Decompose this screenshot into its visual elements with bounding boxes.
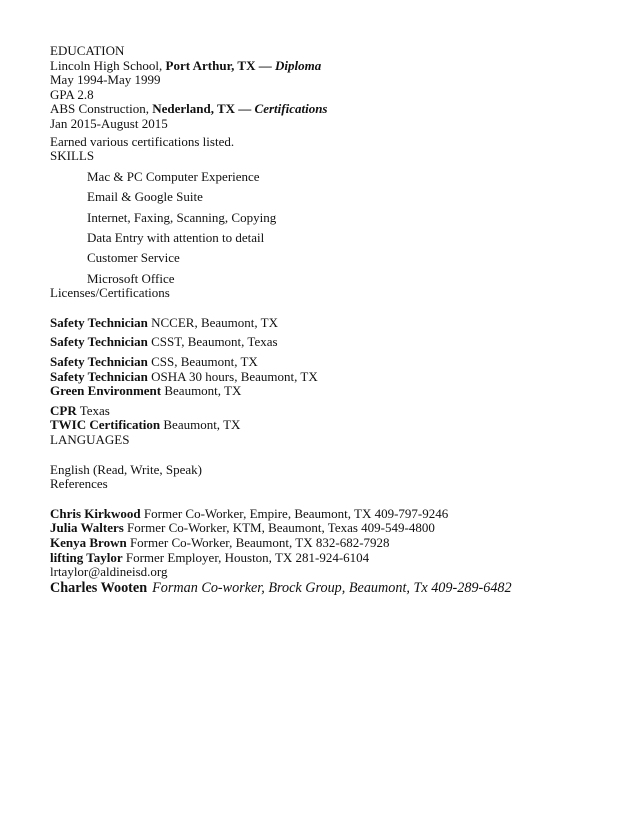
license-detail: Beaumont, TX bbox=[163, 417, 241, 433]
education-entry-1-dates: May 1994-May 1999 bbox=[50, 72, 161, 88]
education-entry-2-dates: Jan 2015-August 2015 bbox=[50, 115, 168, 131]
education-entry-1-gpa: GPA 2.8 bbox=[50, 86, 94, 102]
skill-item: Email & Google Suite bbox=[87, 189, 203, 205]
reference-item-last bbox=[50, 580, 610, 597]
license-title: TWIC Certification bbox=[50, 417, 161, 433]
license-item bbox=[50, 335, 610, 350]
reference-detail: Former Co-Worker, Beaumont, TX 832-682-7928 bbox=[129, 535, 390, 551]
license-detail: Beaumont, TX bbox=[164, 383, 242, 399]
resume-page bbox=[50, 44, 610, 597]
license-title: Safety Technician bbox=[50, 334, 148, 350]
reference-name: Kenya Brown bbox=[50, 535, 127, 551]
license-detail: Texas bbox=[79, 402, 110, 418]
reference-item bbox=[50, 536, 610, 551]
skills-heading: SKILLS bbox=[50, 148, 95, 164]
licenses-heading: Licenses/Certifications bbox=[50, 285, 170, 301]
credential: Certifications bbox=[254, 101, 328, 117]
license-title: Safety Technician bbox=[50, 314, 148, 330]
school-location: Port Arthur, TX — bbox=[165, 57, 272, 73]
license-title: Safety Technician bbox=[50, 368, 148, 384]
reference-item bbox=[50, 551, 610, 566]
license-detail: CSS, Beaumont, TX bbox=[151, 354, 258, 370]
reference-name: Chris Kirkwood bbox=[50, 505, 141, 521]
license-item bbox=[50, 370, 610, 385]
education-heading: EDUCATION bbox=[50, 43, 125, 58]
education-entry-2-title bbox=[50, 102, 610, 117]
license-detail: OSHA 30 hours, Beaumont, TX bbox=[151, 368, 318, 384]
language-value: English (Read, Write, Speak) bbox=[50, 461, 202, 477]
license-item bbox=[50, 384, 610, 399]
reference-name: lifting Taylor bbox=[50, 549, 123, 565]
school-location: Nederland, TX — bbox=[152, 101, 252, 117]
languages-heading: LANGUAGES bbox=[50, 432, 130, 448]
license-title: Safety Technician bbox=[50, 354, 148, 370]
reference-name: Charles Wooten bbox=[50, 579, 148, 596]
license-title: Green Environment bbox=[50, 383, 162, 399]
skill-item: Customer Service bbox=[87, 250, 180, 266]
reference-detail: Former Co-Worker, Empire, Beaumont, TX 409-797-9246 bbox=[143, 505, 449, 521]
reference-item bbox=[50, 521, 610, 536]
skill-item: Data Entry with attention to detail bbox=[87, 229, 265, 245]
license-item bbox=[50, 404, 610, 419]
education-entry-2-note: Earned various certifications listed. bbox=[50, 133, 235, 149]
license-detail: NCCER, Beaumont, TX bbox=[151, 314, 278, 330]
reference-detail: Former Co-Worker, KTM, Beaumont, Texas 409-549-4800 bbox=[127, 520, 435, 536]
reference-item bbox=[50, 507, 610, 522]
references-heading: References bbox=[50, 476, 108, 492]
license-item bbox=[50, 355, 610, 370]
license-item bbox=[50, 316, 610, 331]
skill-item: Mac & PC Computer Experience bbox=[87, 168, 260, 184]
school-name: ABS Construction, bbox=[50, 101, 149, 117]
reference-detail: Forman Co-worker, Brock Group, Beaumont, Tx 409-289-6482 bbox=[152, 579, 512, 596]
license-item bbox=[50, 418, 610, 433]
reference-name: Julia Walters bbox=[50, 520, 124, 536]
education-entry-1-title bbox=[50, 59, 610, 74]
school-name: Lincoln High School, bbox=[50, 57, 163, 73]
license-title: CPR bbox=[50, 402, 77, 418]
license-detail: CSST, Beaumont, Texas bbox=[151, 334, 278, 350]
reference-detail: Former Employer, Houston, TX 281-924-6104 bbox=[125, 549, 370, 565]
skill-item: Internet, Faxing, Scanning, Copying bbox=[87, 209, 277, 225]
skill-item: Microsoft Office bbox=[87, 270, 175, 286]
reference-email: lrtaylor@aldineisd.org bbox=[50, 564, 168, 580]
credential: Diploma bbox=[274, 57, 322, 73]
